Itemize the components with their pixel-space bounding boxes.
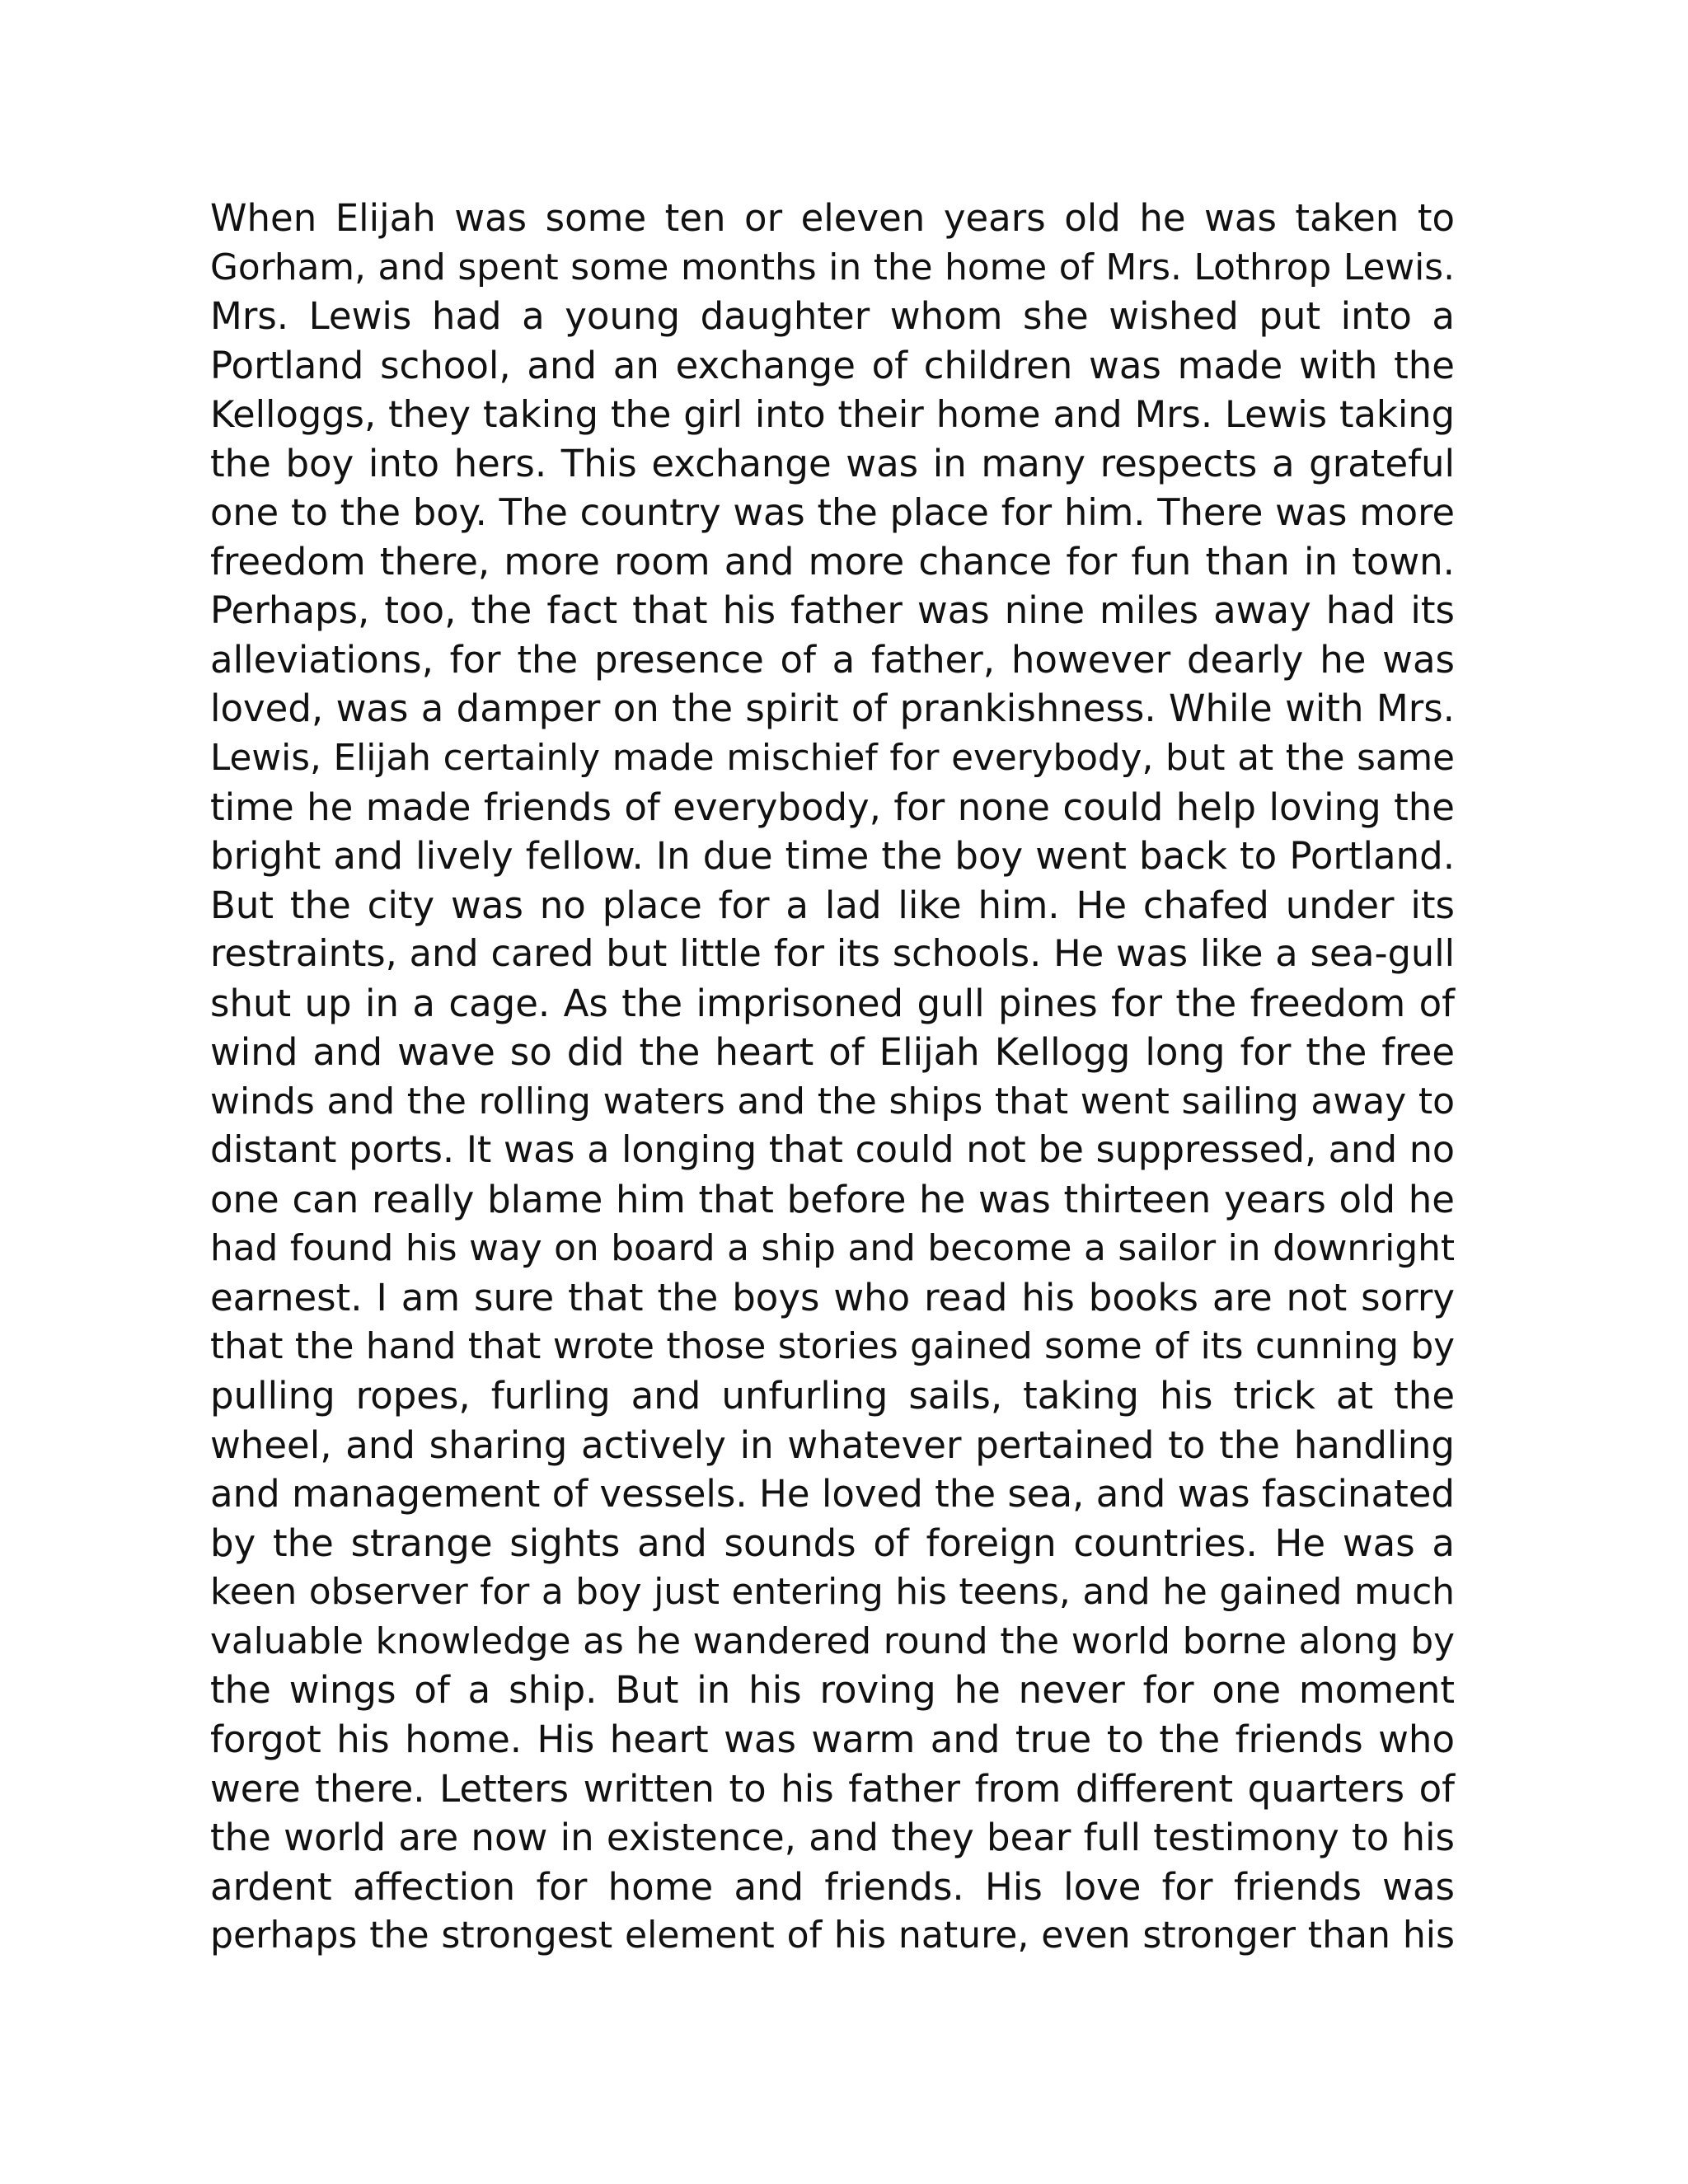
text-line-31: the wings of a ship. But in his roving he never for one moment (210, 1668, 1455, 1713)
text-line-25: pulling ropes, furling and unfurling sails, taking his trick at the (210, 1374, 1455, 1418)
text-line-20: distant ports. It was a longing that could not be suppressed, and no (210, 1129, 1455, 1172)
text-line-32: forgot his home. His heart was warm and true to the friends who (210, 1717, 1455, 1761)
text-line-34: the world are now in existence, and they bear full testimony to his (210, 1816, 1455, 1860)
text-line-11: loved, was a damper on the spirit of prankishness. While with Mrs. (210, 687, 1455, 731)
text-line-21: one can really blame him that before he was thirteen years old he (210, 1177, 1455, 1221)
text-line-5: Kelloggs, they taking the girl into their home and Mrs. Lewis taking (210, 392, 1455, 437)
text-line-15: But the city was no place for a lad like him. He chafed under its (210, 883, 1455, 927)
text-line-6: the boy into hers. This exchange was in many respects a grateful (210, 441, 1455, 485)
text-line-26: wheel, and sharing actively in whatever pertained to the handling (210, 1422, 1455, 1467)
text-line-18: wind and wave so did the heart of Elijah Kellogg long for the free (210, 1030, 1455, 1075)
text-line-28: by the strange sights and sounds of foreign countries. He was a (210, 1521, 1455, 1565)
text-line-27: and management of vessels. He loved the sea, and was fascinated (210, 1472, 1455, 1516)
text-line-9: Perhaps, too, the fact that his father was nine miles away had its (210, 588, 1455, 633)
text-line-35: ardent affection for home and friends. His love for friends was (210, 1864, 1455, 1909)
text-line-17: shut up in a cage. As the imprisoned gull pines for the freedom of (210, 981, 1455, 1025)
text-line-2: Gorham, and spent some months in the home of Mrs. Lothrop Lewis. (210, 246, 1455, 288)
text-line-29: keen observer for a boy just entering his teens, and he gained much (210, 1571, 1455, 1614)
text-line-10: alleviations, for the presence of a father, however dearly he was (210, 637, 1455, 682)
text-line-12: Lewis, Elijah certainly made mischief for everybody, but at the same (210, 737, 1455, 780)
text-line-4: Portland school, and an exchange of children was made with the (210, 343, 1455, 387)
text-line-7: one to the boy. The country was the place for him. There was more (210, 490, 1455, 535)
text-line-8: freedom there, more room and more chance for fun than in town. (210, 539, 1455, 583)
text-line-16: restraints, and cared but little for its schools. He was like a sea-gull (210, 932, 1455, 976)
text-line-24: that the hand that wrote those stories gained some of its cunning by (210, 1325, 1455, 1367)
text-line-33: were there. Letters written to his father from different quarters of (210, 1766, 1455, 1811)
body-text (210, 194, 1455, 1961)
text-line-22: had found his way on board a ship and become a sailor in downright (210, 1227, 1455, 1270)
text-line-14: bright and lively fellow. In due time the boy went back to Portland. (210, 834, 1455, 879)
text-line-23: earnest. I am sure that the boys who read his books are not sorry (210, 1276, 1455, 1320)
text-line-13: time he made friends of everybody, for none could help loving the (210, 785, 1455, 829)
text-line-36: perhaps the strongest element of his nature, even stronger than his (210, 1915, 1455, 1957)
text-line-3: Mrs. Lewis had a young daughter whom she wished put into a (210, 294, 1455, 339)
text-line-19: winds and the rolling waters and the ships that went sailing away to (210, 1080, 1455, 1122)
text-line-30: valuable knowledge as he wandered round the world borne along by (210, 1619, 1455, 1662)
text-line-1: When Elijah was some ten or eleven years old he was taken to (210, 196, 1455, 240)
